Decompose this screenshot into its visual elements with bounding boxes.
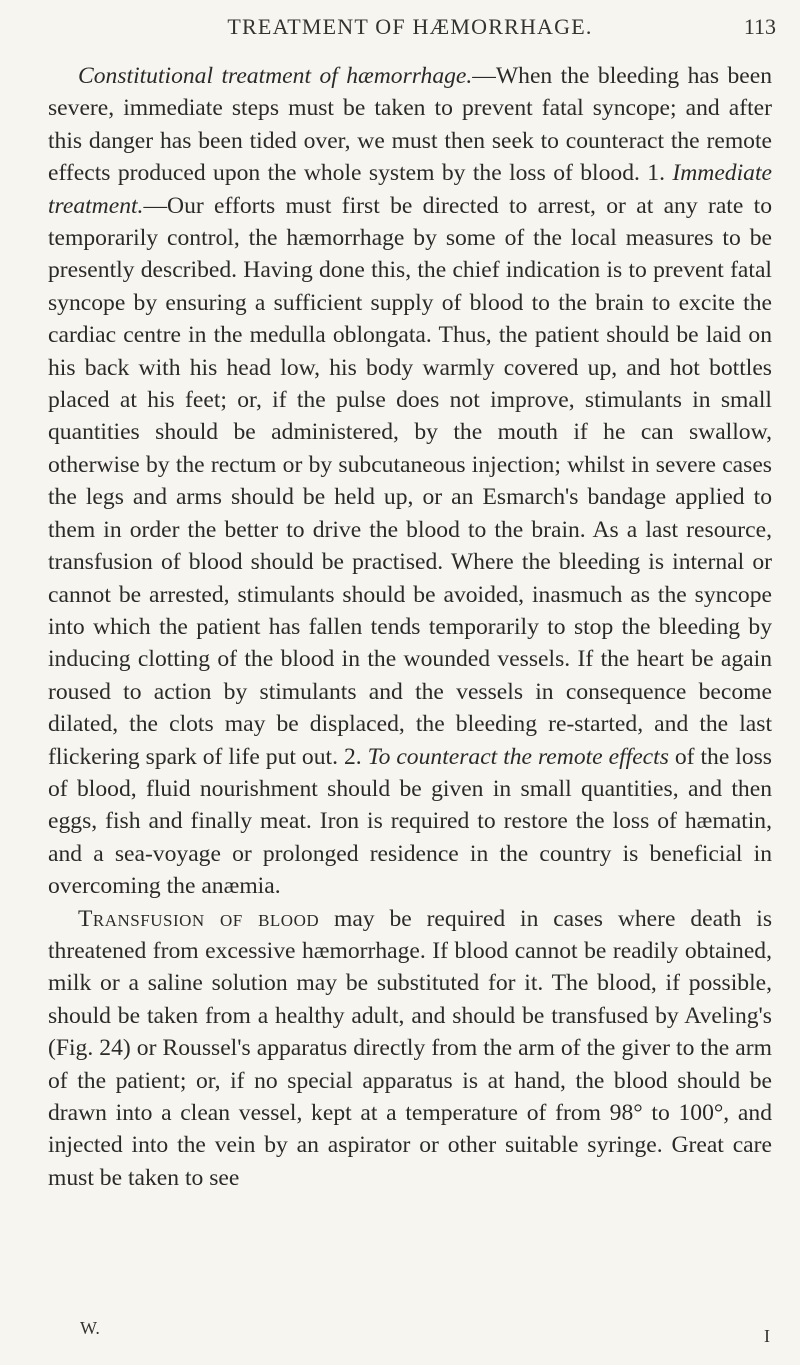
text-segment: of the loss of blood, fluid nourishment should be given in small quantities, and then eggs, fish and finally meat. Iron is required to restore the loss of hæmatin, and a sea-voyage or prolonged residence in the country is beneficial in overcoming the anæmia. [48,743,772,900]
text-segment: may be required in cases where death is threatened from excessive hæmorrhage. If blood cannot be readily obtained, milk or a saline solution may be substituted for it. The blood, if possible, should be taken from a healthy adult, and should be transfused by Aveling's (Fig. 24) or Roussel's apparatus directly from the arm of the giver to the arm of the patient; or, if no special apparatus is at hand, the blood should be drawn into a clean vessel, kept at a temperature of from 98° to 100°, and injected into the vein by an aspirator or other suitable syringe. Great care must be taken to see [48,905,772,1191]
paragraph [48,903,772,1195]
body-text [48,60,772,1194]
running-head [60,8,780,48]
page-number: 113 [743,14,776,39]
text-segment: Immediate treatment. [48,160,772,219]
text-segment: Constitutional treatment of hæmorrhage. [78,63,473,89]
running-title: TREATMENT OF HÆMORRHAGE. [227,14,593,39]
text-segment: —Our efforts must first be directed to arrest, or at any rate to temporarily control, the hæmorrhage by some of the local measures to be presently described. Having done this, the chief indication is to prevent fatal syncope by ensuring a sufficient supply of blood to the brain to excite the cardiac centre in the medulla oblongata. Thus, the patient should be laid on his back with his head low, his body warmly covered up, and hot bottles placed at his feet; or, if the pulse does not improve, stimulants in small quantities should be administered, by the mouth if he can swallow, otherwise by the rectum or by subcutaneous injection; whilst in severe cases the legs and arms should be held up, or an Esmarch's bandage applied to them in order the better to drive the blood to the brain. As a last resource, transfusion of blood should be practised. Where the bleeding is internal or cannot be arrested, stimulants should be avoided, inasmuch as the syncope into which the patient has fallen tends temporarily to stop the bleeding by inducing clotting of the blood in the wounded vessels. If the heart be again roused to action by stimulants and the vessels in consequence become dilated, the clots may be displaced, the bleeding re-started, and the last flickering spark of life put out. 2. [48,192,772,770]
paragraph [48,60,772,903]
text-segment: Transfusion of blood [78,905,320,932]
text-segment: To counteract the remote effects [367,743,669,770]
text-segment: —When the bleeding has been severe, immediate steps must be taken to prevent fatal syncope; and after this danger has been tided over, we must then seek to counteract the remote effects produced upon the whole system by the loss of blood. 1. [48,63,772,187]
signature-number: I [764,1326,770,1346]
signature-mark: W. [80,1318,100,1338]
